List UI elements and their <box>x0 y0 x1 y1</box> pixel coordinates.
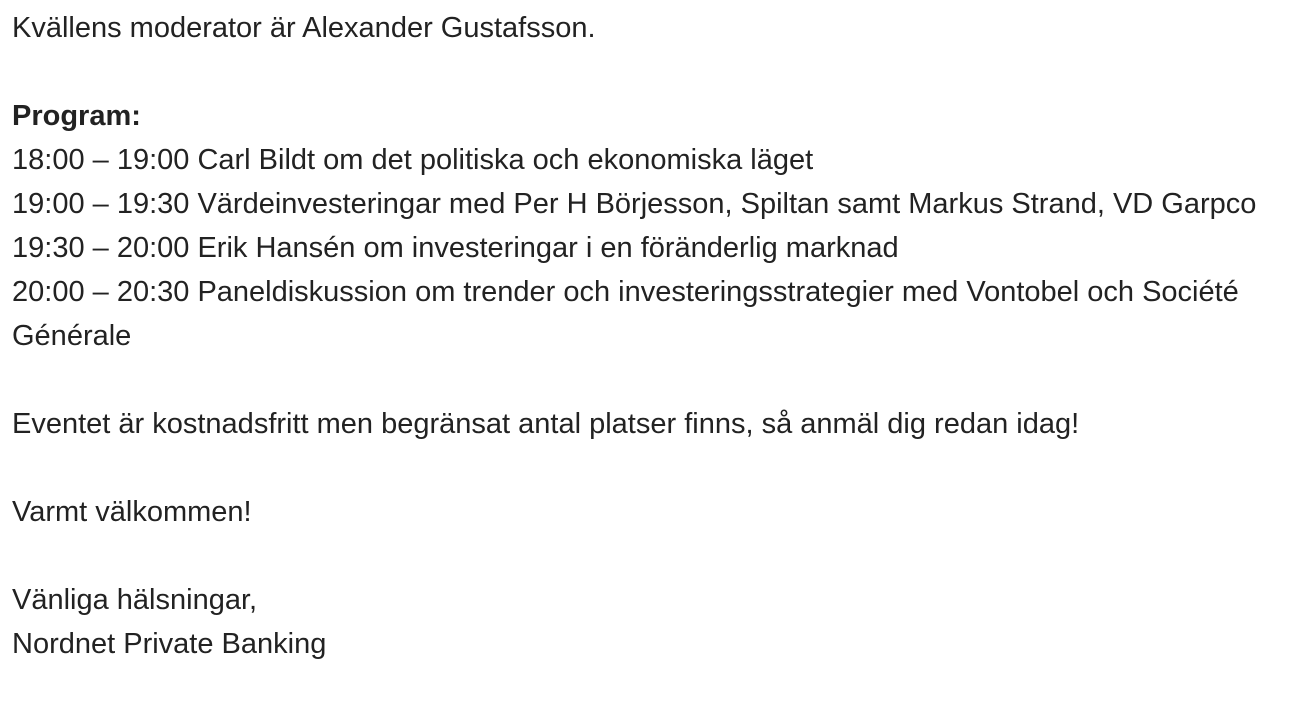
welcome-text: Varmt välkommen! <box>12 496 252 528</box>
program-item: 18:00 – 19:00 Carl Bildt om det politiska och ekonomiska läget <box>12 144 814 176</box>
cost-text: Eventet är kostnadsfritt men begränsat antal platser finns, så anmäl dig redan idag! <box>12 408 1080 440</box>
moderator-text: Kvällens moderator är Alexander Gustafsson. <box>12 12 596 44</box>
greeting-text: Vänliga hälsningar, <box>12 584 258 616</box>
program-item: 20:00 – 20:30 Paneldiskussion om trender och investeringsstrategier med Vontobel och Société Générale <box>12 276 1239 352</box>
program-item: 19:00 – 19:30 Värdeinvesteringar med Per H Börjesson, Spiltan samt Markus Strand, VD Garpco <box>12 188 1257 220</box>
program-item: 19:30 – 20:00 Erik Hansén om investeringar i en föränderlig marknad <box>12 232 899 264</box>
spacer <box>12 50 1284 94</box>
signature-text: Nordnet Private Banking <box>12 628 327 660</box>
program-heading: Program: <box>12 100 141 132</box>
spacer <box>12 358 1284 402</box>
spacer <box>12 446 1284 490</box>
spacer <box>12 534 1284 578</box>
